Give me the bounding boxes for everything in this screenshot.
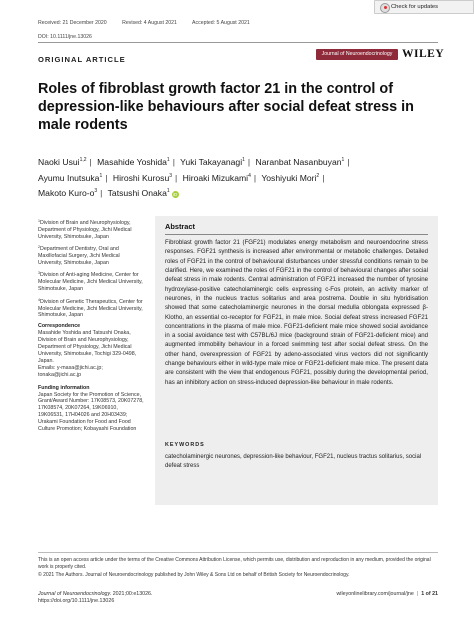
license-divider: [38, 552, 438, 553]
article-doi[interactable]: DOI: 10.1111/jne.13026: [38, 34, 92, 40]
article-type: ORIGINAL ARTICLE: [38, 55, 126, 64]
check-for-updates-button[interactable]: [374, 0, 474, 14]
article-sidebar: [38, 218, 144, 433]
footer-journal: Journal of Neuroendocrinology.: [38, 591, 112, 597]
abstract-panel: [155, 216, 438, 505]
abstract-divider: [165, 234, 428, 235]
author[interactable]: Yuki Takayanagi$^1$: [180, 157, 245, 167]
orcid-icon[interactable]: iD: [172, 192, 178, 197]
author[interactable]: Makoto Kuro-$o^3$: [38, 188, 98, 198]
affiliation: $^2$Department of Dentistry, Oral and Maxillofacial Surgery, Jichi Medical University, Shimotsuke, Japan: [38, 245, 120, 267]
author[interactable]: Hiroshi Kurosu$^3$: [112, 172, 173, 183]
citation-footer: [38, 591, 152, 605]
author-list: Naoki Usui$^{1,2}$ | Masahide Yoshida$^1$ | Yuki Takayanagi$^1$ | Naranbat Nasanbuyan$^1$ | Ayumu Inutsuka$^1$ | Hiroshi Kurosu$^3$ | Hiroaki Mizukami$^4$ | Yoshiyuki Mori$^2$ | Makoto Kuro-$o^3$ | Tatsushi Onaka$^1$iD: [38, 157, 350, 198]
abstract-heading: Abstract: [165, 222, 195, 231]
author[interactable]: Hiroaki Mizukami$^4$: [182, 172, 251, 183]
publisher-logo: WILEY: [402, 48, 445, 60]
footer-right: wileyonlinelibrary.com/journal/jne | 1 of 21: [336, 591, 438, 597]
abstract-text: Fibroblast growth factor 21 (FGF21) modulates energy metabolism and neuroendocrine stress responses. FGF21 synthesis is increased after environmental or metabolic challenges. Detailed roles of FGF21 in the control of behavioural disturbances under stressful conditions remain to be clarified. Here, we examined the roles of FGF21 in the control of behavioural changes after social defeat stress in male rodents. Central administration of FGF21 increased the number of tyrosine hydroxylase-positive catecholaminergic cells expressing c-Fos protein, an activity marker of neurones, in the nucleus tractus solitarius and area postrema. Double in situ hybridisation showed that some catecholaminergic neurones in the dorsal medulla oblongata expressed β-Klotho, an essential co-receptor for FGF21, in male mice. Social defeat stress increased FGF21 concentrations in the plasma of male mice. FGF21-deficient male mice showed social avoidance in a social avoidance test with C57BL/6J mice (background strain of FGF21-deficient mice) and augmented immobility behaviour in a forced swimming test after social defeat stress. On the other hand, overexpression of FGF21 by adeno-associated virus vectors did not significantly change behaviours either in wild-type male mice or FGF21-deficient male mice. The present data are consistent with the view that endogenous FGF21, possibly during the developmental period, has an inhibitory action on stress-induced depression-like behaviour in male rodents.: [165, 239, 428, 386]
author[interactable]: Naranbat Nasanbuyan$^1$: [255, 157, 345, 167]
affiliation: $^4$Division of Genetic Therapeutics, Center for Molecular Medicine, Jichi Medical University, Shimotsuke, Japan: [38, 297, 143, 319]
journal-site-link[interactable]: wileyonlinelibrary.com/journal/jne: [336, 591, 414, 597]
affiliation: $^1$Division of Brain and Neurophysiology, Department of Physiology, Jichi Medical University, Shimotsuke, Japan: [38, 219, 132, 240]
revised-date: Revised: 4 August 2021: [122, 20, 177, 26]
correspondence-emails[interactable]: Emails: y-masa@jichi.ac.jp; tonaka@jichi.ac.jp: [38, 364, 103, 378]
footer-doi-link[interactable]: https://doi.org/10.1111/jne.13026: [38, 598, 115, 605]
keywords-text: catecholaminergic neurones, depression-like behaviour, FGF21, nucleus tractus solitarius, social defeat stress: [165, 454, 422, 469]
copyright-text: © 2021 The Authors. Journal of Neuroendocrinology published by John Wiley & Sons Ltd on behalf of British Society for Neuroendocrinology.: [38, 571, 350, 578]
funding-heading: Funding information: [38, 384, 90, 391]
accepted-date: Accepted: 5 August 2021: [192, 20, 250, 26]
article-title: Roles of fibroblast growth factor 21 in the control of depression-like behaviours after social defeat stress in male rodents: [38, 81, 414, 133]
author[interactable]: Masahide Yoshida$^1$: [97, 157, 170, 167]
received-date: Received: 21 December 2020: [38, 20, 107, 26]
license-text: This is an open access article under the terms of the Creative Commons Attribution License, which permits use, distribution and reproduction in any medium, provided the original work is properly cited.: [38, 557, 431, 571]
keywords-heading: KEYWORDS: [165, 442, 205, 448]
author[interactable]: Naoki Usui$^{1,2}$: [38, 157, 87, 167]
affiliation: $^3$Division of Anti-aging Medicine, Center for Molecular Medicine, Jichi Medical University, Shimotsuke, Japan: [38, 271, 143, 293]
page-number: 1 of 21: [421, 591, 438, 597]
funding-text: Japan Society for the Promotion of Science, Grant/Award Number: 17K08573, 20K07278, 17K08574, 20K07264, 19K06910, 19K06531, 17H04026 and 20H03439; Urakami Foundation for Food and Food Culture Promotion; Kobayashi Foundation: [38, 391, 144, 433]
license-note: [38, 557, 438, 579]
check-for-updates-label: Check for updates: [391, 4, 439, 10]
author[interactable]: Ayumu Inutsuka$^1$: [38, 172, 103, 183]
author[interactable]: Yoshiyuki Mori$^2$: [261, 172, 320, 183]
correspondence-text: Masahide Yoshida and Tatsushi Onaka, Division of Brain and Neurophysiology, Department of Physiology, Jichi Medical University, Shimotsuke, Tochigi 329-0498, Japan.: [38, 330, 137, 364]
journal-badge[interactable]: Journal of Neuroendocrinology: [316, 49, 398, 60]
author[interactable]: Tatsushi Onaka$^1$: [107, 188, 170, 198]
article-dates: [38, 20, 264, 26]
crossmark-icon: [380, 3, 390, 13]
correspondence-heading: Correspondence: [38, 323, 81, 330]
header-divider: [38, 42, 438, 43]
footer-citation: 2021;00:e13026.: [111, 591, 153, 597]
